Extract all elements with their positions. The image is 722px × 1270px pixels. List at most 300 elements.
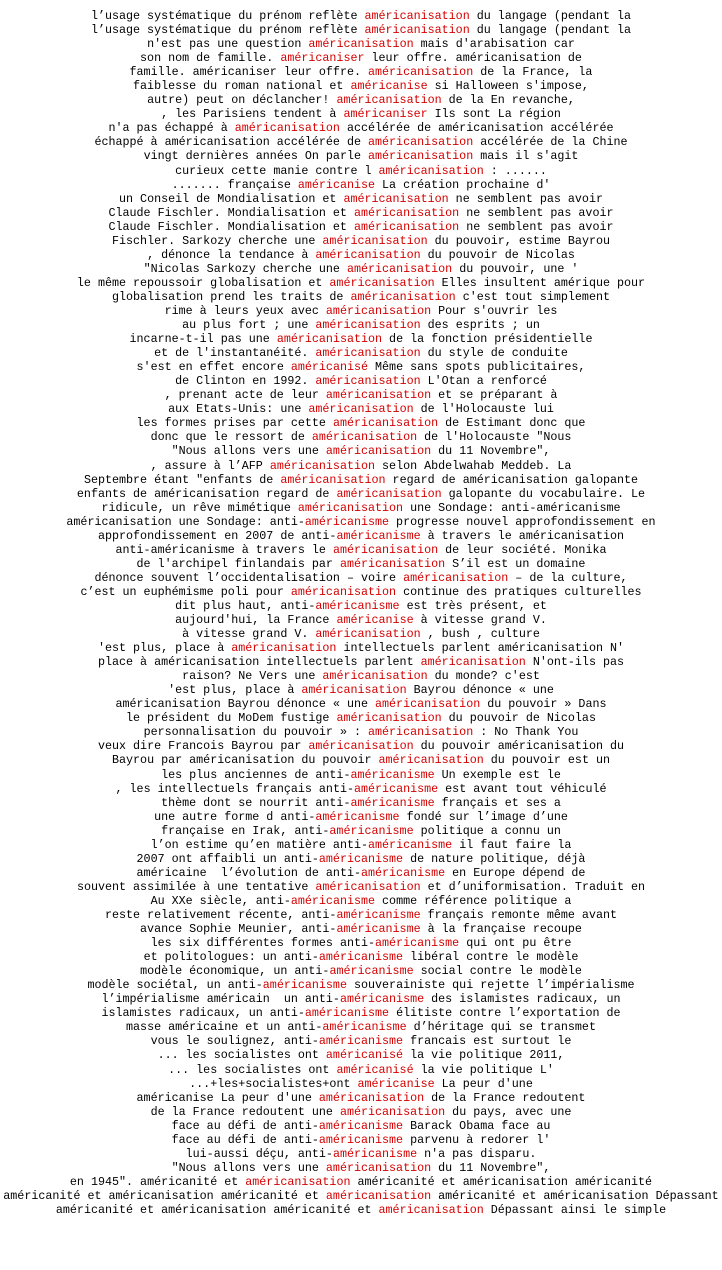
concordance-line <box>0 473 722 487</box>
concordance-line <box>0 1161 722 1175</box>
keyword: américanisation <box>353 205 460 220</box>
left-context: Fischler. Sarkozy cherche une <box>112 233 323 248</box>
concordance-line <box>0 304 722 318</box>
right-context: : No Thank You <box>473 725 579 740</box>
concordance-line <box>0 543 722 557</box>
right-context: mais il s'agit <box>473 149 579 164</box>
right-context: n'a pas disparu. <box>417 1146 537 1161</box>
right-context: N'ont-ils pas <box>525 655 625 670</box>
concordance-line <box>0 950 722 964</box>
keyword: américanise <box>336 613 414 628</box>
right-context: S’il est un domaine <box>445 556 586 571</box>
concordance-line <box>0 683 722 697</box>
keyword: américanisme <box>315 809 400 824</box>
right-context: à vitesse grand V. <box>413 613 547 628</box>
right-context: Même sans spots publicitaires, <box>368 360 586 375</box>
left-context: face au défi de anti- <box>171 1118 319 1133</box>
left-context: échappé à américanisation accélérée de <box>94 135 368 150</box>
right-context: libéral contre le modèle <box>403 950 579 965</box>
concordance-line <box>0 641 722 655</box>
keyword: américanisme <box>322 1020 407 1035</box>
keyword: américanisme <box>350 767 435 782</box>
concordance-line <box>0 1119 722 1133</box>
left-context: le président du MoDem fustige <box>126 711 337 726</box>
keyword: américanisation <box>364 23 470 38</box>
right-context: du monde? c'est <box>427 669 540 684</box>
left-context: américanité et américanisation américanité et <box>55 1202 379 1217</box>
keyword: américanisation <box>325 1188 432 1203</box>
right-context: et d’uniformisation. Traduit en <box>420 879 646 894</box>
keyword: américanisation <box>318 1090 425 1105</box>
left-context: veux dire Francois Bayrou par <box>97 739 309 754</box>
right-context: fondé sur l’image d’une <box>399 809 568 824</box>
left-context: les six différentes formes anti- <box>150 936 376 951</box>
right-context: si Halloween s'impose, <box>427 79 589 94</box>
right-context: accélérée de américanisation accélérée <box>339 121 614 136</box>
right-context: la vie politique L' <box>413 1062 554 1077</box>
keyword: américaniser <box>280 51 365 66</box>
left-context: modèle sociétal, un anti- <box>87 978 263 993</box>
right-context: de leur société. Monika <box>438 542 607 557</box>
left-context: famille. américaniser leur offre. <box>129 65 368 80</box>
left-context: lui-aussi déçu, anti- <box>185 1146 333 1161</box>
left-context: dit plus haut, anti- <box>175 598 316 613</box>
left-context: , dénonce la tendance à <box>147 247 316 262</box>
left-context: française en Irak, anti- <box>161 823 330 838</box>
concordance-line <box>0 234 722 248</box>
keyword: américanisme <box>318 851 404 866</box>
concordance-line <box>0 894 722 908</box>
keyword: américanisme <box>318 1132 404 1147</box>
concordance-line <box>0 9 722 23</box>
concordance-line <box>0 248 722 262</box>
left-context: Bayrou par américanisation du pouvoir <box>112 753 379 768</box>
right-context: de l'Holocauste "Nous <box>417 430 572 445</box>
right-context: est très présent, et <box>399 598 547 613</box>
keyword: américanise <box>350 79 428 94</box>
right-context: , bush , culture <box>420 627 540 642</box>
concordance-line <box>0 444 722 458</box>
keyword: américanisme <box>318 1034 404 1049</box>
concordance-text <box>0 9 722 1217</box>
left-context: ... les socialistes ont <box>157 1048 326 1063</box>
concordance-line <box>0 23 722 37</box>
concordance-line <box>0 487 722 501</box>
right-context: est avant tout véhiculé <box>438 781 607 796</box>
concordance-line <box>0 220 722 234</box>
left-context: "Nicolas Sarkozy cherche une <box>143 261 347 276</box>
left-context: "Nous allons vers une <box>171 444 326 459</box>
keyword: américanisation <box>339 1104 446 1119</box>
left-context: les formes prises par cette <box>136 416 333 431</box>
left-context: de Clinton en 1992. <box>175 374 316 389</box>
keyword: américanisation <box>269 458 376 473</box>
keyword: américanisation <box>234 121 340 136</box>
keyword: américanisation <box>276 332 383 347</box>
concordance-line <box>0 782 722 796</box>
left-context: n'est pas une question <box>147 37 309 52</box>
concordance-line <box>0 332 722 346</box>
keyword: américanisation <box>315 346 421 361</box>
left-context: anti-américanisme à travers le <box>115 542 333 557</box>
left-context: "Nous allons vers une <box>171 1160 326 1175</box>
right-context: Barack Obama face au <box>403 1118 551 1133</box>
right-context: francais est surtout le <box>403 1034 572 1049</box>
keyword: américanisé <box>325 1048 404 1063</box>
left-context: 'est plus, place à <box>97 641 232 656</box>
keyword: américaniser <box>343 107 428 122</box>
right-context: du pouvoir, estime Bayrou <box>427 233 610 248</box>
concordance-line <box>0 599 722 613</box>
concordance-line <box>0 866 722 880</box>
left-context: aux Etats-Unis: une <box>168 402 309 417</box>
left-context: américanise La peur d'une <box>136 1090 319 1105</box>
concordance-line <box>0 178 722 192</box>
keyword: américanisme <box>360 865 446 880</box>
left-context: donc que le ressort de <box>150 430 312 445</box>
concordance-line <box>0 135 722 149</box>
left-context: et politologues: un anti- <box>143 950 319 965</box>
keyword: américanisme <box>375 936 460 951</box>
left-context: vous le soulignez, anti- <box>150 1034 319 1049</box>
right-context: La création prochaine d' <box>375 177 551 192</box>
left-context: globalisation prend les traits de <box>112 289 351 304</box>
concordance-line <box>0 796 722 810</box>
keyword: américanisation <box>308 739 414 754</box>
left-context: américanisation Bayrou dénonce « une <box>115 697 376 712</box>
left-context: enfants de américanisation regard de <box>76 486 337 501</box>
left-context: place à américanisation intellectuels parlent <box>97 655 421 670</box>
concordance-line <box>0 51 722 65</box>
keyword: américanisation <box>308 402 414 417</box>
keyword: américanisation <box>280 472 386 487</box>
concordance-line <box>0 1063 722 1077</box>
keyword: américanisation <box>378 163 484 178</box>
keyword: américanisation <box>368 65 474 80</box>
right-context: du pouvoir de Nicolas <box>420 247 575 262</box>
left-context: 'est plus, place à <box>168 683 302 698</box>
concordance-line <box>0 206 722 220</box>
right-context: de la fonction présidentielle <box>382 332 593 347</box>
left-context: , les Parisiens tendent à <box>161 107 344 122</box>
left-context: approfondissement en 2007 de anti- <box>97 528 337 543</box>
concordance-line <box>0 978 722 992</box>
concordance-line <box>0 557 722 571</box>
keyword: américanisme <box>336 528 421 543</box>
keyword: américanisation <box>325 303 432 318</box>
left-context: et de l'instantanéité. <box>154 346 316 361</box>
concordance-line <box>0 459 722 473</box>
left-context: modèle économique, un anti- <box>140 964 330 979</box>
left-context: ....... française <box>171 177 298 192</box>
keyword: américanise <box>297 177 376 192</box>
concordance-line <box>0 290 722 304</box>
concordance-line <box>0 107 722 121</box>
concordance-line <box>0 1048 722 1062</box>
concordance-line <box>0 739 722 753</box>
right-context: à la française recoupe <box>420 922 582 937</box>
keyword: américanisation <box>325 388 432 403</box>
right-context: du 11 Novembre", <box>431 1160 551 1175</box>
keyword: américanisation <box>332 416 439 431</box>
concordance-line <box>0 627 722 641</box>
keyword: américanisation <box>368 149 474 164</box>
right-context: L'Otan a renforcé <box>420 374 547 389</box>
concordance-line <box>0 613 722 627</box>
concordance-line <box>0 37 722 51</box>
keyword: américanisation <box>378 753 484 768</box>
concordance-line <box>0 360 722 374</box>
concordance-line <box>0 711 722 725</box>
concordance-line <box>0 346 722 360</box>
right-context: de nature politique, déjà <box>403 851 586 866</box>
concordance-line <box>0 262 722 276</box>
left-context: incarne-t-il pas une <box>129 332 277 347</box>
right-context: Dépassant ainsi le simple <box>483 1202 667 1217</box>
keyword: américanisation <box>368 135 474 150</box>
left-context: de l'archipel finlandais par <box>136 556 340 571</box>
right-context: du pouvoir de Nicolas <box>441 711 596 726</box>
concordance-line <box>0 79 722 93</box>
right-context: ne semblent pas avoir <box>448 191 603 206</box>
left-context: américaine l’évolution de anti- <box>136 865 361 880</box>
right-context: du style de conduite <box>420 346 568 361</box>
left-context: face au défi de anti- <box>171 1132 319 1147</box>
right-context: qui ont pu être <box>459 936 572 951</box>
keyword: américanisation <box>315 879 421 894</box>
keyword: américanise <box>357 1076 435 1091</box>
keyword: américanisation <box>290 584 397 599</box>
right-context: du 11 Novembre", <box>431 444 551 459</box>
concordance-line <box>0 276 722 290</box>
concordance-line <box>0 1077 722 1091</box>
left-context: Claude Fischler. Mondialisation et <box>108 205 354 220</box>
left-context: son nom de famille. <box>140 51 281 66</box>
keyword: américanisme <box>350 795 435 810</box>
right-context: en Europe dépend de <box>445 865 586 880</box>
concordance-line <box>0 669 722 683</box>
right-context: mais d'arabisation car <box>413 37 575 52</box>
concordance-line <box>0 121 722 135</box>
concordance-line <box>0 1034 722 1048</box>
right-context: américanité et américanisation américanité <box>350 1174 653 1189</box>
keyword: américanisation <box>336 93 442 108</box>
keyword: américanisme <box>304 1006 390 1021</box>
right-context: élitiste contre l’exportation de <box>389 1006 621 1021</box>
right-context: une Sondage: anti-américanisme <box>403 500 621 515</box>
left-context: l’impérialisme américain un anti- <box>101 992 340 1007</box>
right-context: des esprits ; un <box>420 318 540 333</box>
keyword: américanisation <box>308 37 414 52</box>
right-context: Ils sont La région <box>427 107 561 122</box>
concordance-line <box>0 838 722 852</box>
left-context: avance Sophie Meunier, anti- <box>140 922 337 937</box>
keyword: américanisation <box>403 570 509 585</box>
keyword: américanisme <box>336 908 421 922</box>
keyword: américanisé <box>290 360 369 375</box>
concordance-line <box>0 388 722 402</box>
right-context: français et ses a <box>434 795 561 810</box>
right-context: ne semblent pas avoir <box>459 219 614 234</box>
keyword: américanisation <box>231 641 337 656</box>
concordance-line <box>0 824 722 838</box>
left-context: personnalisation du pouvoir » : <box>143 725 368 740</box>
right-context: de la France, la <box>473 65 593 80</box>
keyword: américanisme <box>262 978 347 993</box>
left-context: n'a pas échappé à <box>108 121 235 136</box>
right-context: de la France redoutent <box>424 1090 586 1105</box>
left-context: l’usage systématique du prénom reflète <box>90 23 365 38</box>
left-context: souvent assimilée à une tentative <box>76 879 316 894</box>
concordance-line <box>0 318 722 332</box>
left-context: au plus fort ; une <box>182 318 316 333</box>
left-context: rime à leurs yeux avec <box>164 303 326 318</box>
keyword: américanisation <box>311 430 418 445</box>
right-context: américanité et américanisation Dépassant <box>431 1188 719 1203</box>
keyword: américanisation <box>315 627 421 642</box>
concordance-line <box>0 908 722 922</box>
concordance-line <box>0 655 722 669</box>
right-context: parvenu à redorer l' <box>403 1132 551 1147</box>
right-context: du pouvoir, une ' <box>452 261 579 276</box>
right-context: du pouvoir est un <box>483 753 610 768</box>
right-context: selon Abdelwahab Meddeb. La <box>375 458 572 473</box>
concordance-line <box>0 1133 722 1147</box>
right-context: de Estimant donc que <box>438 416 586 431</box>
concordance-line <box>0 964 722 978</box>
keyword: américanisation <box>368 725 474 740</box>
keyword: américanisation <box>339 556 446 571</box>
keyword: américanisation <box>315 247 421 262</box>
concordance-line <box>0 65 722 79</box>
right-context: c'est tout simplement <box>455 289 610 304</box>
concordance-line <box>0 430 722 444</box>
right-context: du langage (pendant la <box>469 23 632 38</box>
keyword: américanisme <box>329 823 414 838</box>
left-context: un Conseil de Mondialisation et <box>119 191 344 206</box>
left-context: autre) peut on déclancher! <box>147 93 337 108</box>
right-context: progresse nouvel approfondissement en <box>389 514 656 529</box>
left-context: dénonce souvent l’occidentalisation – voire <box>94 570 404 585</box>
left-context: le même repoussoir globalisation et <box>76 275 330 290</box>
keyword: américanisation <box>245 1174 351 1189</box>
keyword: américanisme <box>304 514 390 529</box>
left-context: une autre forme d anti- <box>154 809 316 824</box>
left-context: vingt dernières années On parle <box>143 149 368 164</box>
right-context: Bayrou dénonce « une <box>406 683 554 698</box>
concordance-line <box>0 1175 722 1189</box>
right-context: La peur d'une <box>434 1076 533 1091</box>
keyword: américanisation <box>301 683 407 698</box>
keyword: américanisation <box>336 711 442 726</box>
concordance-line <box>0 571 722 585</box>
concordance-line <box>0 1006 722 1020</box>
left-context: masse américaine et un anti- <box>126 1020 323 1035</box>
concordance-line <box>0 922 722 936</box>
left-context: américanisation une Sondage: anti- <box>66 514 305 529</box>
left-context: , les intellectuels français anti- <box>115 781 354 796</box>
keyword: américanisation <box>332 542 439 557</box>
keyword: américanisation <box>353 219 460 234</box>
keyword: américanisme <box>353 781 439 796</box>
right-context: du pouvoir américanisation du <box>413 739 625 754</box>
right-context: français remonte même avant <box>420 908 617 922</box>
right-context: ne semblent pas avoir <box>459 205 614 220</box>
concordance-line <box>0 515 722 529</box>
right-context: du langage (pendant la <box>469 9 632 23</box>
right-context: intellectuels parlent américanisation N' <box>336 641 625 656</box>
concordance-line <box>0 1189 722 1203</box>
keyword: américanisation <box>329 275 435 290</box>
right-context: galopante du vocabulaire. Le <box>441 486 646 501</box>
keyword: américanisme <box>329 964 414 979</box>
left-context: ridicule, un rêve mimétique <box>101 500 298 515</box>
right-context: la vie politique 2011, <box>403 1048 565 1063</box>
concordance-line <box>0 880 722 894</box>
right-context: et se préparant à <box>431 388 558 403</box>
right-context: Un exemple est le <box>434 767 561 782</box>
right-context: du pouvoir » Dans <box>480 697 607 712</box>
right-context: regard de américanisation galopante <box>385 472 639 487</box>
left-context: thème dont se nourrit anti- <box>161 795 351 810</box>
keyword: américanisation <box>420 655 526 670</box>
right-context: – de la culture, <box>508 570 628 585</box>
left-context: curieux cette manie contre l <box>175 163 379 178</box>
concordance-line <box>0 374 722 388</box>
keyword: américanisation <box>343 191 449 206</box>
right-context: des islamistes radicaux, un <box>424 992 621 1007</box>
right-context: Elles insultent amérique pour <box>434 275 646 290</box>
left-context: de la France redoutent une <box>150 1104 340 1119</box>
keyword: américanisation <box>315 374 421 389</box>
left-context: l’usage systématique du prénom reflète <box>90 9 365 23</box>
right-context: social contre le modèle <box>413 964 582 979</box>
keyword: américanisme <box>336 922 421 937</box>
concordance-line <box>0 416 722 430</box>
keyword: américanisation <box>350 289 456 304</box>
concordance-line <box>0 164 722 178</box>
keyword: américanisation <box>322 669 428 684</box>
keyword: américanisme <box>339 992 425 1007</box>
left-context: faiblesse du roman national et <box>133 79 351 94</box>
keyword: américanisation <box>322 233 428 248</box>
concordance-line <box>0 501 722 515</box>
concordance-line <box>0 768 722 782</box>
concordance-line <box>0 753 722 767</box>
keyword: américanisme <box>318 1118 404 1133</box>
right-context: de la En revanche, <box>441 93 575 108</box>
left-context: , assure à l’AFP <box>150 458 270 473</box>
right-context: comme référence politique a <box>375 893 572 908</box>
right-context: d’héritage qui se transmet <box>406 1020 596 1035</box>
keyword: américanisme <box>290 893 376 908</box>
left-context: américanité et américanisation américanité et <box>3 1188 326 1203</box>
right-context: accélérée de la Chine <box>473 135 628 150</box>
right-context: leur offre. américanisation de <box>364 51 582 66</box>
concordance-line <box>0 149 722 163</box>
keyword: américanisé <box>336 1062 414 1077</box>
right-context: Pour s'ouvrir les <box>431 303 558 318</box>
keyword: américanisation <box>375 697 481 712</box>
concordance-line <box>0 697 722 711</box>
left-context: Au XXe siècle, anti- <box>150 893 291 908</box>
right-context: politique a connu un <box>413 823 561 838</box>
left-context: les plus anciennes de anti- <box>161 767 351 782</box>
left-context: ... les socialistes ont <box>168 1062 337 1077</box>
concordance-line <box>0 529 722 543</box>
right-context: continue des pratiques culturelles <box>396 584 642 599</box>
right-context: il faut faire la <box>452 837 572 852</box>
